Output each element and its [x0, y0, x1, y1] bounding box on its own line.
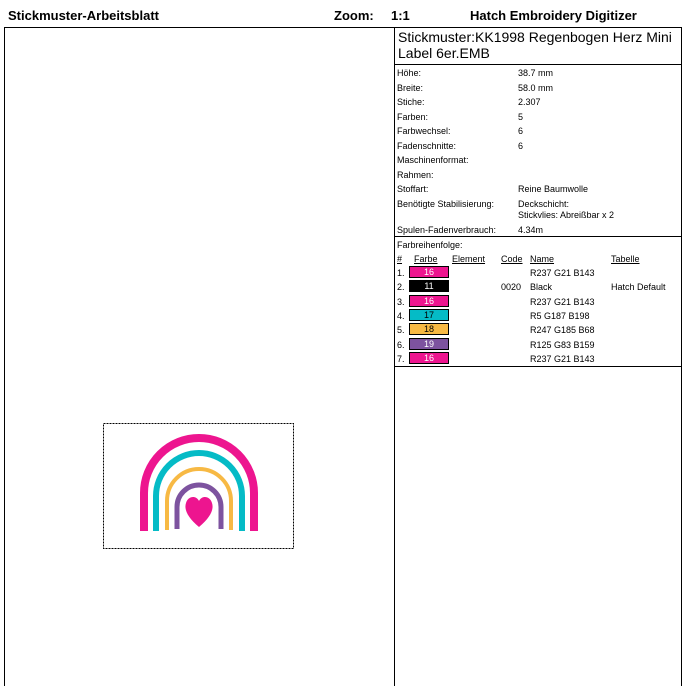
color-swatch: 16: [409, 295, 449, 307]
divider: [395, 236, 681, 237]
color-row: [395, 295, 681, 308]
color-code: 0020: [501, 282, 522, 293]
color-swatch: 17: [409, 309, 449, 321]
color-row-num: 3.: [397, 296, 405, 307]
color-name: R5 G187 B198: [530, 310, 590, 321]
color-name: Black: [530, 282, 553, 293]
color-row-num: 2.: [397, 282, 405, 293]
col-header-color: Farbe: [414, 254, 438, 264]
color-name: R237 G21 B143: [530, 353, 595, 364]
color-name: R237 G21 B143: [530, 268, 595, 278]
design-file-name: Stickmuster:KK1998 Regenbogen Herz Mini Label 6er.EMB: [398, 29, 672, 61]
color-sequence-title: Farbreihenfolge:: [397, 240, 463, 250]
divider: [395, 366, 681, 367]
color-row: [395, 352, 681, 365]
app-name: Hatch Embroidery Digitizer: [470, 8, 637, 23]
col-header-name: Name: [530, 254, 555, 264]
zoom-value: 1:1: [391, 8, 410, 23]
color-row: [395, 338, 681, 351]
color-row: [395, 280, 681, 293]
col-header-num: #: [397, 254, 403, 264]
col-header-element: Element: [452, 254, 486, 264]
color-swatch: 16: [409, 352, 449, 364]
divider: [395, 64, 681, 65]
color-row-num: 4.: [397, 310, 405, 321]
color-row: [395, 266, 681, 279]
color-table: Hatch Default: [611, 282, 666, 293]
color-swatch: 11: [409, 280, 449, 292]
col-header-code: Code: [501, 254, 523, 264]
header-bar: [0, 0, 682, 27]
color-swatch: 16: [409, 266, 449, 278]
color-row: [395, 309, 681, 322]
zoom-label: Zoom:: [334, 8, 374, 23]
col-header-table: Tabelle: [611, 254, 640, 264]
color-row-num: 7.: [397, 353, 405, 364]
color-name: R125 G83 B159: [530, 339, 595, 350]
embroidery-preview: [103, 423, 294, 549]
sheet-title: Stickmuster-Arbeitsblatt: [8, 8, 159, 23]
color-name: R237 G21 B143: [530, 296, 595, 307]
color-row-num: 5.: [397, 325, 405, 336]
color-row-num: 1.: [397, 268, 405, 278]
color-row: [395, 323, 681, 336]
color-swatch: 19: [409, 338, 449, 350]
color-name: R247 G185 B68: [530, 325, 595, 336]
color-swatch: 18: [409, 323, 449, 335]
color-row-num: 6.: [397, 339, 405, 350]
